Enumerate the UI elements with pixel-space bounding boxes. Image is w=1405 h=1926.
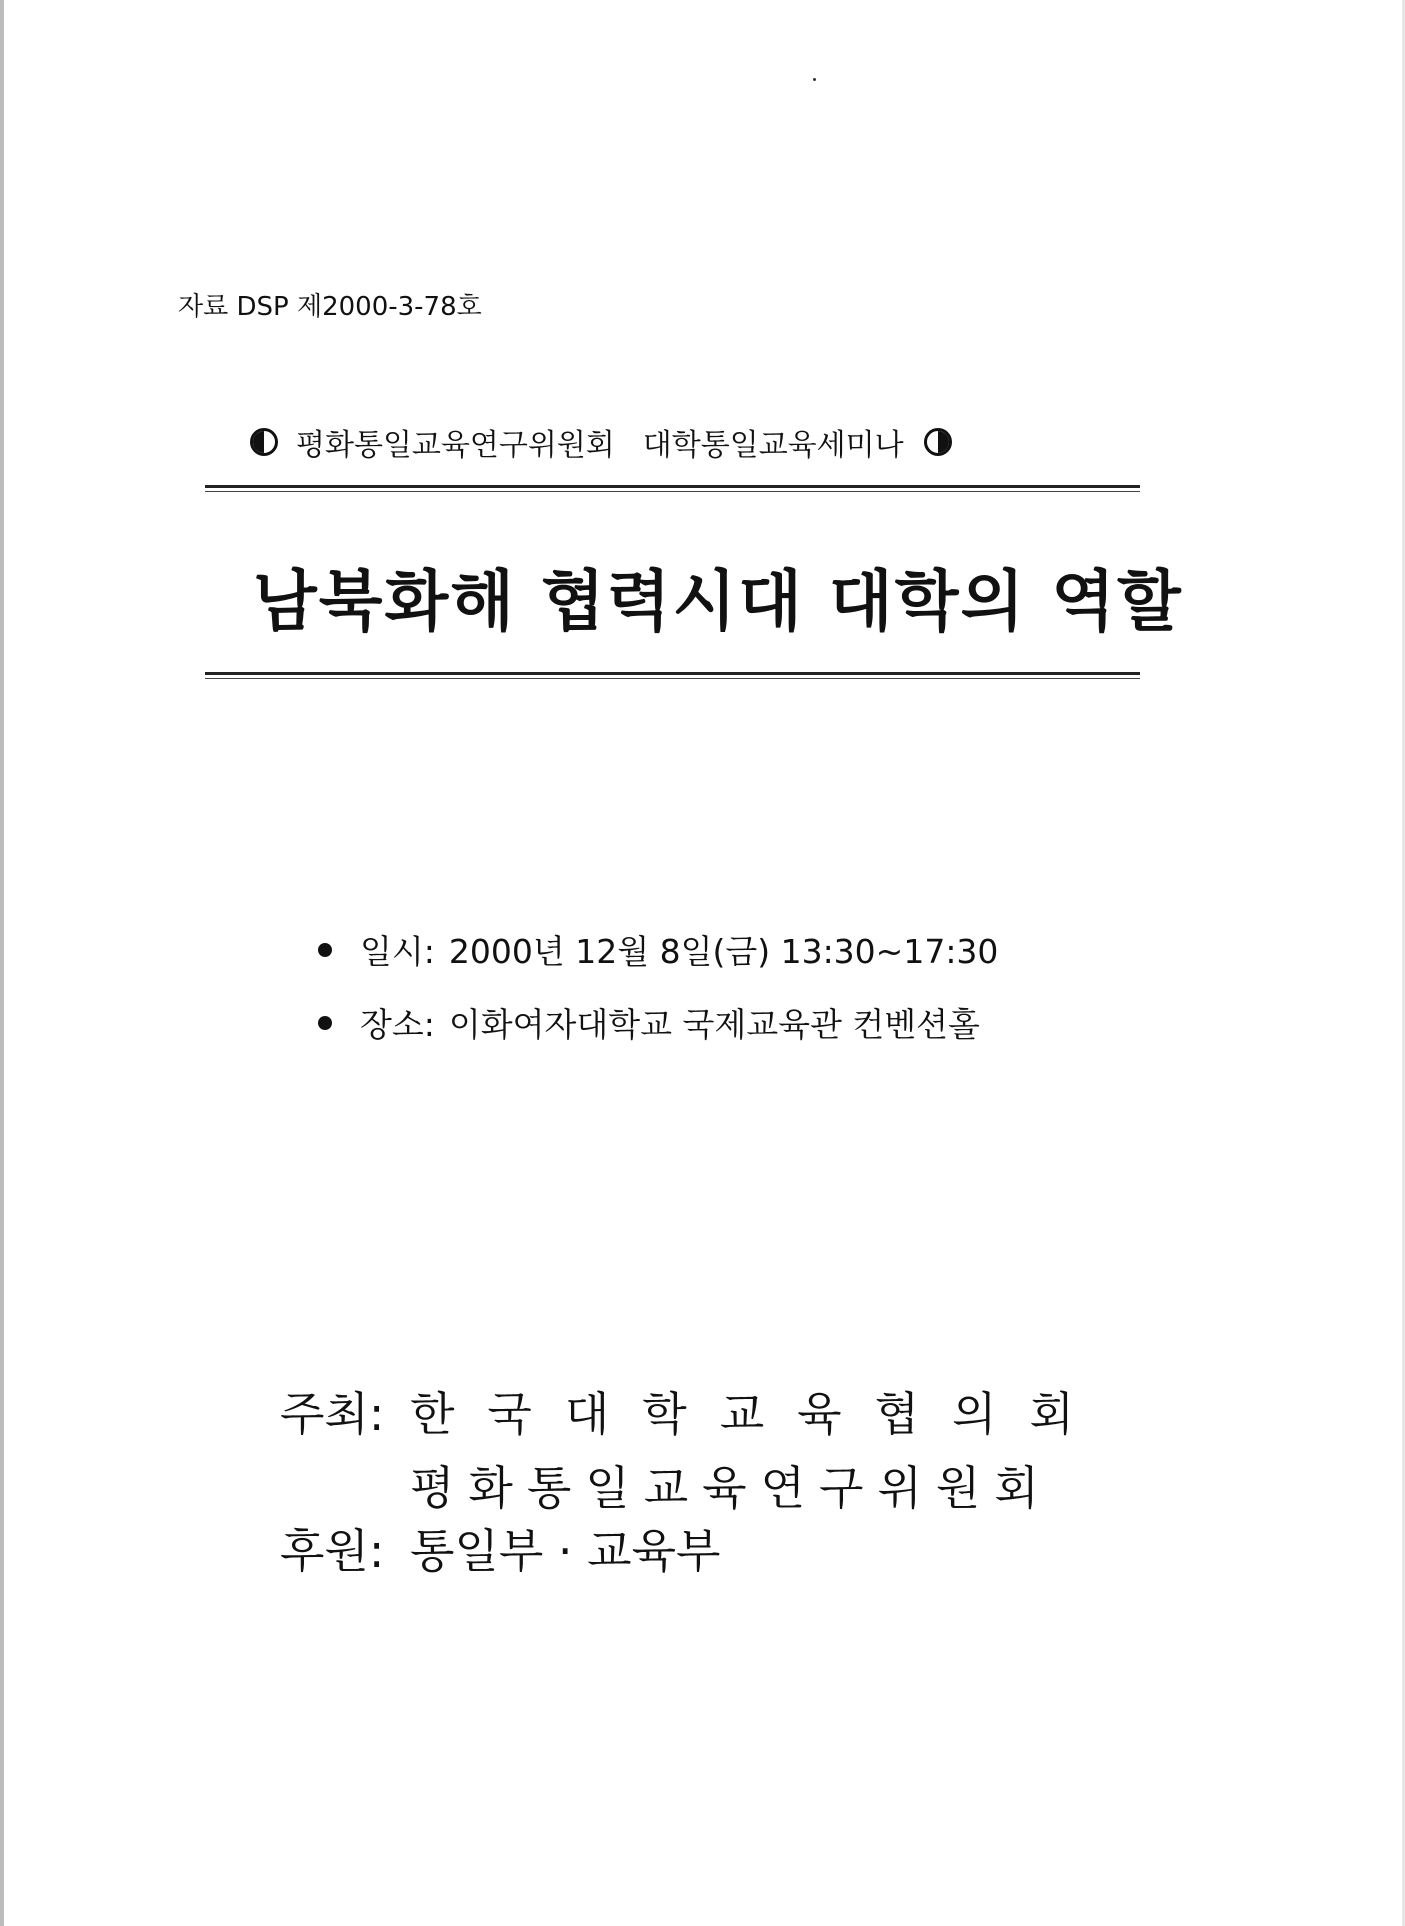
detail-label: 장소: (360, 1005, 435, 1044)
host-name-1: 한국대학교육협의회 (410, 1387, 1107, 1441)
host-row-2 (280, 1452, 1053, 1518)
title-rule-bottom (205, 672, 1140, 679)
host-name-2: 평화통일교육연구위원회 (410, 1461, 1053, 1515)
detail-value: 2000년 12월 8일(금) 13:30~17:30 (448, 932, 999, 971)
sponsor-row (280, 1515, 720, 1581)
page-left-edge (0, 0, 4, 1926)
host-row-1 (280, 1378, 1107, 1444)
document-title: 남북화해 협력시대 대학의 역할 (253, 563, 1183, 640)
document-id: 자료 DSP 제2000-3-78호 (178, 292, 482, 322)
title-rule-top (205, 485, 1140, 492)
detail-datetime (318, 926, 998, 973)
scan-speck (813, 78, 816, 81)
detail-value: 이화여자대학교 국제교육관 컨벤션홀 (448, 1005, 980, 1044)
seminar-header (250, 420, 952, 464)
detail-venue (318, 999, 980, 1046)
seminar-organizer: 평화통일교육연구위원회 (296, 428, 615, 463)
bullet-icon (318, 943, 332, 957)
sponsor-names: 통일부 · 교육부 (410, 1524, 721, 1578)
detail-label: 일시: (360, 932, 435, 971)
bullet-icon (318, 1016, 332, 1030)
half-circle-right-icon (924, 428, 952, 456)
sponsor-label: 후원: (280, 1524, 385, 1578)
seminar-event: 대학통일교육세미나 (642, 428, 904, 463)
half-circle-left-icon (250, 428, 278, 456)
host-label: 주최: (280, 1387, 385, 1441)
